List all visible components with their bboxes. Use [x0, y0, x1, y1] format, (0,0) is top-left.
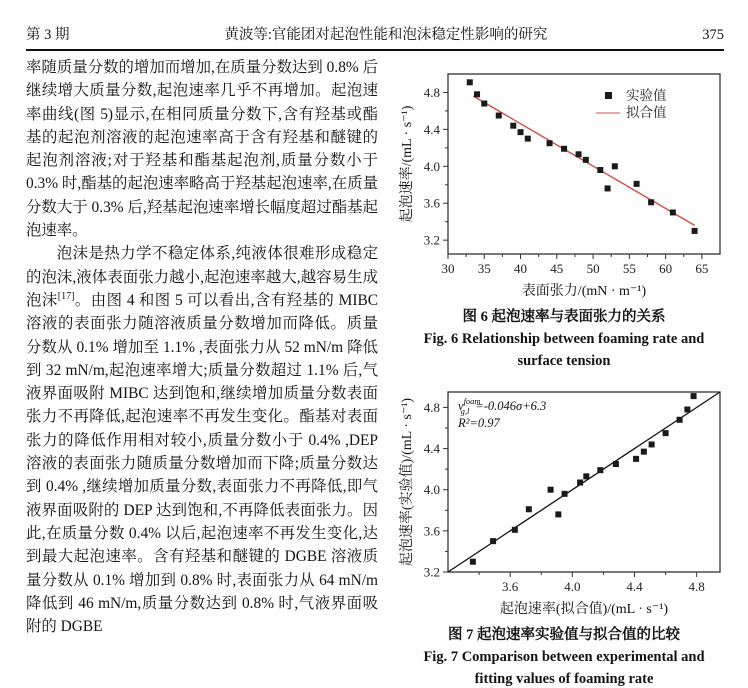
fig7-caption-en-line2: fitting values of foaming rate — [474, 671, 654, 687]
svg-text:50: 50 — [586, 261, 600, 276]
paragraph-2-text-cont: 。由图 4 和图 5 可以看出,含有羟基的 MIBC 溶液的表面张力随溶液质量分数增加而降低。质量分数从 0.1% 增加至 1.1% ,表面张力从 52 mN/m 降低到 32 mN/m,起泡速率增大;质量分数超过 1.1% 后,气液界面吸附 MIBC 达到饱和,继续增加质量分数表面张力不再降低,起泡速率不再发生变化。酯基对表面张力的降低作用相对较小,质量分数小于 0.4% ,DEP 溶液的表面张力随质量分数增加而下降;质量分数达到 0.4% ,继续增加质量分数,表面张力不再降低,即气液界面吸附的 DEP 达到饱和,不再降低表面张力。因此,在质量分数 0.4% 以后,起泡速率不再发生变化,达到最大起泡速率。含有羟基和醚键的 DGBE 溶液质量分数从 0.1% 增加到 0.8% 时,表面张力从 64 mN/m 降低到 46 mN/m,质量分数达到 0.8% 时,气液界面吸附的 DGBE — [26, 291, 378, 636]
svg-text:vfoamg,l=-0.046σ+6.3: $v^{foam}$ g,l =-0.046σ+6.3 — [458, 396, 547, 416]
fig7-caption-zh: 图 7 起泡速率实验值与拟合值的比较 — [448, 627, 680, 643]
svg-text:4.8: 4.8 — [423, 399, 440, 415]
svg-text:3.2: 3.2 — [423, 564, 440, 580]
fig6-caption-en-line1: Fig. 6 Relationship between foaming rate and — [423, 331, 705, 347]
svg-text:30: 30 — [441, 261, 455, 276]
svg-text:4.8: 4.8 — [423, 84, 440, 100]
fig6-scatter-chart — [396, 64, 732, 300]
citation-ref: [17] — [57, 290, 75, 302]
figure-6 — [392, 64, 736, 372]
header-page-number: 375 — [702, 27, 724, 43]
svg-text:4.8: 4.8 — [688, 579, 705, 594]
svg-text:4.4: 4.4 — [423, 441, 440, 457]
figure-column — [392, 64, 736, 688]
text-column — [26, 56, 378, 638]
svg-text:3.6: 3.6 — [502, 579, 519, 594]
paragraph-2 — [26, 242, 378, 638]
svg-text:65: 65 — [695, 261, 709, 276]
svg-text:4.0: 4.0 — [423, 158, 440, 174]
svg-text:表面张力/(mN · m⁻¹): 表面张力/(mN · m⁻¹) — [521, 284, 647, 299]
svg-text:55: 55 — [622, 261, 636, 276]
svg-text:40: 40 — [514, 261, 528, 276]
svg-text:4.0: 4.0 — [564, 579, 581, 594]
svg-text:4.4: 4.4 — [626, 579, 643, 594]
figure-7 — [392, 382, 736, 688]
svg-text:3.2: 3.2 — [423, 232, 440, 248]
svg-text:60: 60 — [659, 261, 673, 276]
svg-text:3.6: 3.6 — [423, 195, 440, 211]
fig6-caption-en-line2: surface tension — [517, 353, 611, 369]
page-header — [26, 12, 724, 51]
svg-text:3.6: 3.6 — [423, 523, 440, 539]
svg-text:实验值: 实验值 — [626, 88, 667, 103]
paragraph-2-text: 泡沫是热力学不稳定体系,纯液体很难形成稳定的泡沫,液体表面张力越小,起泡速率越大,越容易生成泡沫 — [26, 245, 378, 309]
svg-text:R²=0.97: R²=0.97 — [458, 416, 500, 430]
svg-text:4.4: 4.4 — [423, 121, 440, 137]
svg-text:起泡速率(拟合值)/(mL · s⁻¹): 起泡速率(拟合值)/(mL · s⁻¹) — [499, 602, 669, 617]
paragraph-1: 率随质量分数的增加而增加,在质量分数达到 0.8% 后继续增大质量分数,起泡速率几乎不再增加。起泡速率曲线(图 5)显示,在相同质量分数下,含有羟基或酯基的起泡剂溶液的起泡速率高于含有羟基和醚键的起泡剂溶液;对于羟基和酯基起泡剂,质量分数小于 0.3% 时,酯基的起泡速率略高于羟基起泡速率,在质量分数大于 0.3% 后,羟基起泡速率增长幅度超过酯基起泡速率。 — [26, 59, 378, 240]
fig6-caption-zh: 图 6 起泡速率与表面张力的关系 — [462, 309, 666, 325]
header-issue: 第 3 期 — [26, 27, 70, 43]
header-running-title: 黄波等:官能团对起泡性能和泡沫稳定性影响的研究 — [224, 27, 548, 43]
svg-text:拟合值: 拟合值 — [626, 105, 667, 120]
fig7-scatter-chart — [396, 382, 732, 618]
svg-text:45: 45 — [550, 261, 564, 276]
fig7-caption-en-line1: Fig. 7 Comparison between experimental and — [423, 649, 705, 665]
svg-text:35: 35 — [477, 261, 491, 276]
svg-text:4.0: 4.0 — [423, 482, 440, 498]
svg-text:起泡速率/(mL · s⁻¹): 起泡速率/(mL · s⁻¹) — [400, 105, 415, 223]
svg-text:起泡速率(实验值)/(mL · s⁻¹): 起泡速率(实验值)/(mL · s⁻¹) — [400, 397, 415, 567]
